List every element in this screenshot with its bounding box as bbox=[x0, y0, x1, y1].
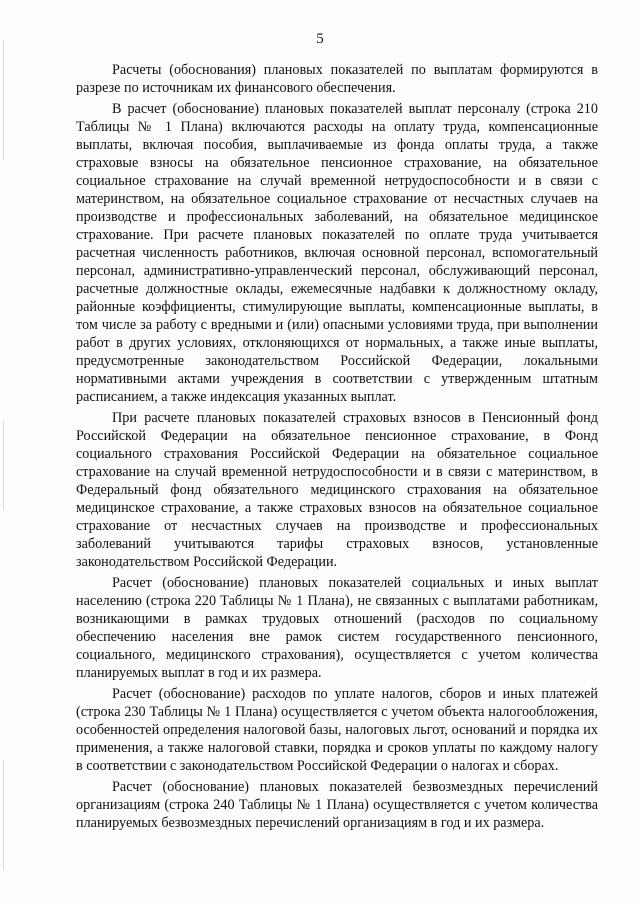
paragraph-sources: Расчеты (обоснования) плановых показателей по выплатам формируются в разрезе по источникам их финансового обеспечения. bbox=[76, 62, 598, 96]
paragraph-taxes-fees: Расчет (обоснование) расходов по уплате налогов, сборов и иных платежей (строка 230 Таблицы № 1 Плана) осуществляется с учетом объекта налогообложения, особенностей определения налоговой базы, налоговых льгот, оснований и порядка их применения, а также налоговой ставки, порядка и сроков уплаты по каждому налогу в соответствии с законодательством Российской Федерации о налогах и сборах. bbox=[76, 686, 598, 774]
scan-edge-mark bbox=[3, 420, 4, 510]
scan-edge-mark bbox=[3, 40, 4, 160]
paragraph-insurance-contributions: При расчете плановых показателей страховых взносов в Пенсионный фонд Российской Федерации на обязательное пенсионное страхование, в Фонд социального страхования Российской Федерации на обязательное социальное страхование на случай временной нетрудоспособности и в связи с материнством, в Федеральный фонд обязательного медицинского страхования на обязательное медицинское страхование, а также страховых взносов на обязательное социальное страхование от несчастных случаев на производстве и профессиональных заболеваний учитываются тарифы страховых взносов, установленные законодательством Российской Федерации. bbox=[76, 410, 598, 570]
paragraph-social-payments: Расчет (обоснование) плановых показателей социальных и иных выплат населению (строка 220 Таблицы № 1 Плана), не связанных с выплатами работникам, возникающими в рамках трудовых отношений (расходов по социальному обеспечению населения вне рамок систем государственного пенсионного, социального, медицинского страхования), осуществляется с учетом количества планируемых выплат в год и их размера. bbox=[76, 575, 598, 681]
paragraph-personnel-payments: В расчет (обоснование) плановых показателей выплат персоналу (строка 210 Таблицы № 1 Плана) включаются расходы на оплату труда, компенсационные выплаты, включая пособия, выплачиваемые из фонда оплаты труда, а также страховые взносы на обязательное пенсионное страхование, на обязательное социальное страхование на случай временной нетрудоспособности и в связи с материнством, на обязательное социальное страхование от несчастных случаев на производстве и профессиональных заболеваний, на обязательное медицинское страхование. При расчете плановых показателей по оплате труда учитывается расчетная численность работников, включая основной персонал, вспомогательный персонал, административно-управленческий персонал, обслуживающий персонал, расчетные должностные оклады, ежемесячные надбавки к должностному окладу, районные коэффициенты, стимулирующие выплаты, компенсационные выплаты, в том числе за работу с вредными и (или) опасными условиями труда, при выполнении работ в других условиях, отклоняющихся от нормальных, а также иные выплаты, предусмотренные законодательством Российской Федерации, локальными нормативными актами учреждения в соответствии с утвержденным штатным расписанием, а также индексация указанных выплат. bbox=[76, 101, 598, 405]
page-number: 5 bbox=[316, 31, 324, 47]
scan-edge-mark bbox=[3, 760, 4, 870]
document-body bbox=[76, 61, 598, 835]
paragraph-gratuitous-transfers: Расчет (обоснование) плановых показателей безвозмездных перечислений организациям (строка 240 Таблицы № 1 Плана) осуществляется с учетом количества планируемых безвозмездных перечислений организациям в год и их размера. bbox=[76, 779, 598, 831]
